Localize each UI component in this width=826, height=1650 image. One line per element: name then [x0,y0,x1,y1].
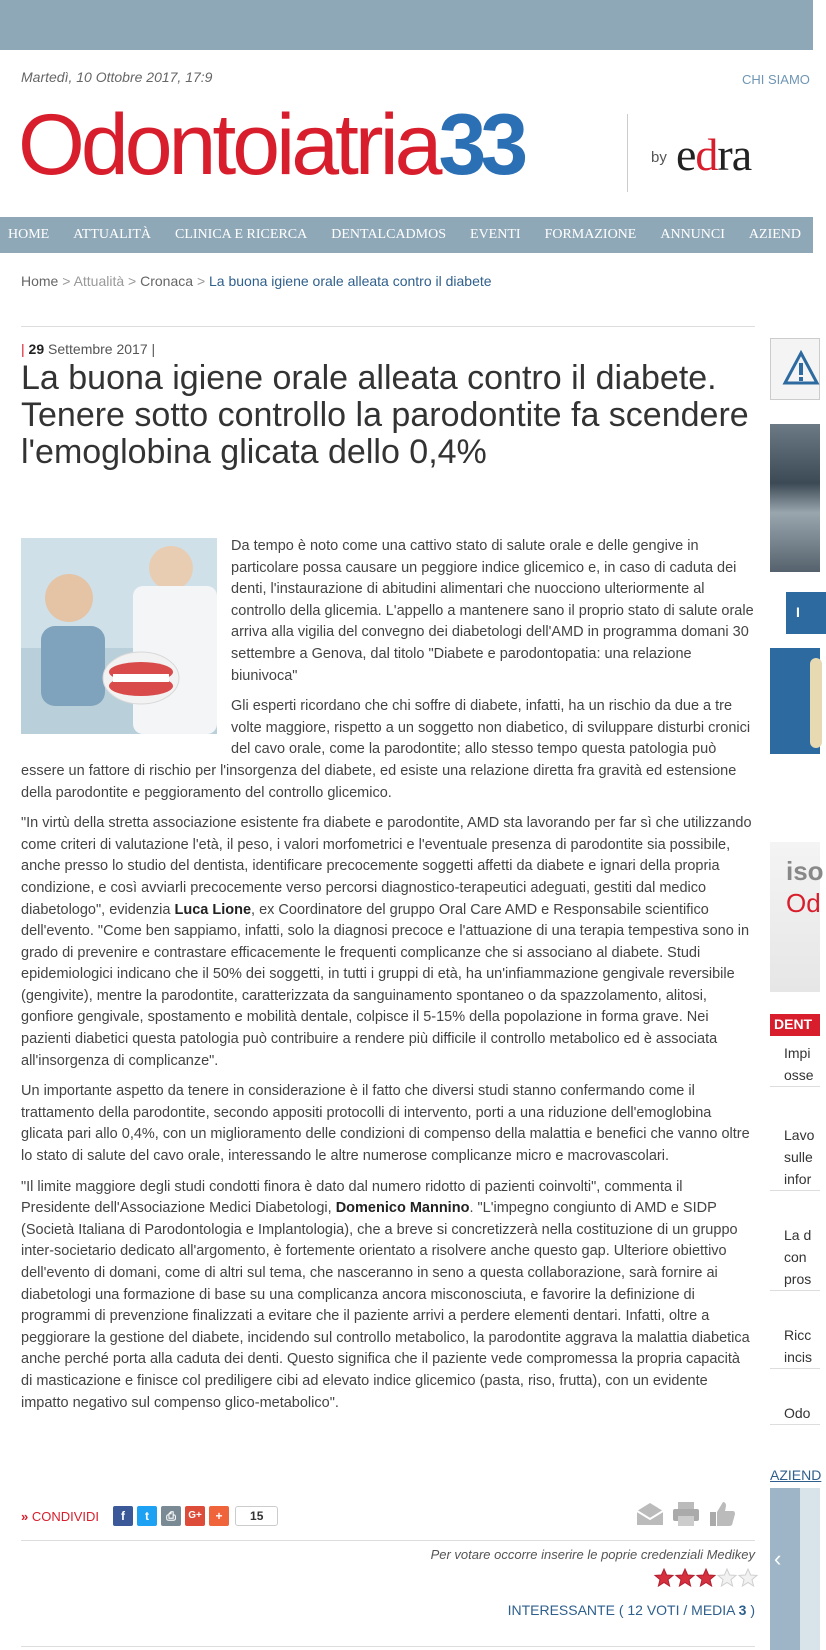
chi-siamo-link[interactable]: CHI SIAMO [742,72,810,87]
star-filled-icon[interactable] [675,1568,695,1587]
sidebar-box-header: I [786,592,826,634]
quote-text: . "L'impegno congiunto di AMD e SIDP (Società Italiana di Parodontologia e Implantologia), che a breve si concretizzerà nella costituzione di un gruppo inter-societario dedicato all'argomento, è fortemente orientato a risolvere anche questo gap. Ulteriore obiettivo dell'evento di domani, come di altri sul tema, che nasceranno in seno a questa collaborazione, sarà fornire ai diabetologi una formazione di base su una complicanza ancora misconosciuta, e favorire la definizione di programmi di prevenzione finalizzati a evitare che il paziente arrivi a perdere elementi dentari. Infatti, oltre a peggiorare la gestione del diabete, incidendo sul controllo metabolico, la parodontite aggrava la malattia diabetica anche perché porta alla caduta dei denti. Questo significa che il paziente vede compromessa la propria capacità di masticazione e finisce col prediligere cibi ad elevato indice glicemico (pasta, riso, frutta), con un evidente impatto negativo sul compenso glico-metabolico". [21,1200,750,1411]
edra-ra: ra [717,129,752,180]
warning-icon [781,349,821,389]
share-count: 15 [235,1506,278,1526]
ad-text-a: iso [786,856,824,886]
ad-text-b: Od [786,888,821,918]
carousel-prev-button[interactable]: ‹ [770,1488,800,1650]
nav-home[interactable]: HOME [8,227,50,242]
breadcrumb-section[interactable]: Attualità [73,273,125,289]
rating-prefix: INTERESSANTE ( 12 VOTI / MEDIA [507,1602,739,1618]
by-label: by [651,149,667,166]
article-title: La buona igiene orale alleata contro il diabete. Tenere sotto controllo la parodontite fa scendere l'emoglobina glicata dello 0,4% [21,359,749,471]
share-arrows: » [21,1508,29,1524]
breadcrumb [21,273,492,289]
article-paragraph: Un importante aspetto da tenere in considerazione è il fatto che diversi studi stanno confermando come il trattamento della parodontite, secondo appositi protocolli di intervento, porti a una riduzione dell'emoglobina glicata pari allo 0,4%, con un miglioramento delle condizioni di compenso della malattia e benefici che vanno oltre lo stato di salute del cavo orale, interessando le altre numerose complicanze micro e macrovascolari. [21,1083,750,1165]
nav-annunci[interactable]: ANNUNCI [660,227,725,242]
article-paragraph: Gli esperti ricordano che chi soffre di diabete, infatti, ha un rischio da due a tre volte maggiore, rispetto a un soggetto non diabetico, di sviluppare disturbi cronici del cavo orale, come la parodontite; allo stesso tempo questa patologia può essere un fattore di rischio per l'insorgenza del diabete, ed esiste una relazione diretta fra gravità ed estensione della parodontite e peggioramento del controllo glicemico. [21,698,751,801]
xray-banner[interactable] [770,424,820,572]
dental-section-header[interactable]: DENT [770,1014,820,1036]
nav-attualita[interactable]: ATTUALITÀ [73,227,151,242]
email-icon[interactable] [634,1499,666,1529]
sidebar-news-item[interactable]: Impi osse [770,1042,820,1087]
person-name: Luca Lione [174,901,252,918]
date-bar: | [21,341,25,357]
carousel-panel [800,1488,820,1650]
facebook-icon[interactable]: f [113,1506,133,1526]
sidebar-news-item[interactable]: Odo [770,1402,820,1425]
nav-eventi[interactable]: EVENTI [470,227,521,242]
rating-suffix: ) [746,1602,755,1618]
publish-day: 29 [28,341,45,357]
google-plus-icon[interactable]: G+ [185,1506,205,1526]
divider [21,326,755,327]
rating-summary [508,1602,755,1618]
star-filled-icon[interactable] [696,1568,716,1587]
divider [21,1646,755,1647]
article-paragraph [21,813,755,1072]
breadcrumb-sep: > [62,273,71,289]
sidebar-news-item[interactable]: Lavo sulle infor [770,1124,820,1191]
rating-average: 3 [738,1602,747,1618]
logo-divider [627,114,628,192]
star-rating[interactable] [654,1568,759,1587]
article-body [21,536,755,1423]
publish-date [21,341,155,357]
article-paragraph: Da tempo è noto come una cattivo stato di salute orale e delle gengive in particolare possa causare un peggiore indice glicemico e, in caso di caduta dei denti, l'instaurazione di abitudini alimentari che nuocciono ulteriormente al controllo della glicemia. L'appello a mantenere sano il proprio stato di salute orale arriva alla vigilia del convegno dei diabetologi dell'AMD in programma domani 30 settembre a Genova, dal titolo "Diabete e parodontopatia: una relazione biunivoca" [231,538,754,684]
sidebar-news-item[interactable]: La d con pros [770,1224,820,1291]
vote-note: Per votare occorre inserire le poprie credenziali Medikey [430,1547,755,1562]
more-share-icon[interactable]: + [209,1506,229,1526]
edra-logo[interactable] [676,128,751,181]
nav-formazione[interactable]: FORMAZIONE [544,227,637,242]
like-icon[interactable] [706,1499,738,1529]
quote-text: , ex Coordinatore del gruppo Oral Care AMD e Responsabile scientifico dell'evento. "Come ben sappiamo, infatti, solo la diagnosi precoce e l'attuazione di una terapia tempestiva sono in grado di prevenire e contrastare efficacemente le frequenti complicanze che si associano al diabete. Studi epidemiologici indicano che il 50% dei soggetti, in tutti i gruppi di età, ha un'infiammazione gengivale reversibile (gengivite), mentre la parodontite, caratterizzata da sanguinamento spontaneo o da spazzolamento, alitosi, gonfiore gengivale, spostamento e mobilità dentale, colpisce il 5-15% della popolazione in forma grave. Nei pazienti diabetici questa patologia può contribuire a rendere più difficile il controllo metabolico ed è associata all'insorgenza di complicanze". [21,901,750,1069]
share-label [21,1509,99,1524]
quote-text: "Il limite maggiore degli studi condotti finora è dato dal numero ridotto di pazienti coinvolti", commenta il Presidente dell'Associazione Medici Diabetologi, [21,1178,683,1217]
aziende-link[interactable]: AZIEND [770,1467,822,1483]
share-text: CONDIVIDI [31,1508,100,1524]
right-sidebar [770,0,824,1650]
alert-box[interactable] [770,338,820,400]
star-empty-icon[interactable] [738,1568,758,1587]
logo-word: Odontoiatria [18,97,439,193]
publish-month-year: Settembre 2017 | [48,341,156,357]
article-tools [634,1499,742,1529]
breadcrumb-home[interactable]: Home [21,273,59,289]
edra-d: d [695,129,718,180]
nav-clinica-ricerca[interactable]: CLINICA E RICERCA [175,227,308,242]
breadcrumb-current[interactable]: La buona igiene orale alleata contro il diabete [209,273,492,289]
nav-aziende[interactable]: AZIEND [748,227,802,242]
breadcrumb-sub[interactable]: Cronaca [140,273,194,289]
breadcrumb-sep: > [128,273,137,289]
logo-number: 33 [438,97,523,193]
site-logo[interactable] [18,97,523,193]
print-share-icon[interactable]: ⎙ [161,1506,181,1526]
quote-text: "In virtù della stretta associazione esistente fra diabete e parodontite, AMD sta lavorando per far sì che utilizzando come criteri di valutazione l'età, il peso, i valori morfometrici e l'eventuale presenza di parodontite sia possibile, anche presso lo studio del dentista, identificare precocemente soggetti affetti da diabete e ignari della propria condizione, e così avviarli precocemente verso percorsi diagnostico-terapeutici adeguati, gestiti dal medico diabetologo", evidenzia [21,815,752,918]
sidebar-promo[interactable] [770,648,820,754]
print-icon[interactable] [670,1499,702,1529]
current-date: Martedì, 10 Ottobre 2017, 17:9 [21,69,213,85]
sidebar-news-item[interactable]: Ricc incis [770,1324,820,1369]
main-nav [0,217,813,253]
breadcrumb-sep: > [196,273,206,289]
star-empty-icon[interactable] [717,1568,737,1587]
edra-e: e [676,129,696,180]
person-name: Domenico Mannino [335,1200,470,1217]
top-banner-bar [0,0,813,50]
nav-dentalcadmos[interactable]: DENTALCADMOS [331,227,447,242]
share-bar [21,1505,278,1527]
sidebar-ad[interactable] [770,842,824,992]
star-filled-icon[interactable] [654,1568,674,1587]
twitter-icon[interactable]: t [137,1506,157,1526]
promo-image [810,658,822,748]
divider [21,1540,755,1541]
article-paragraph [21,1177,755,1415]
article-photo [21,538,217,734]
